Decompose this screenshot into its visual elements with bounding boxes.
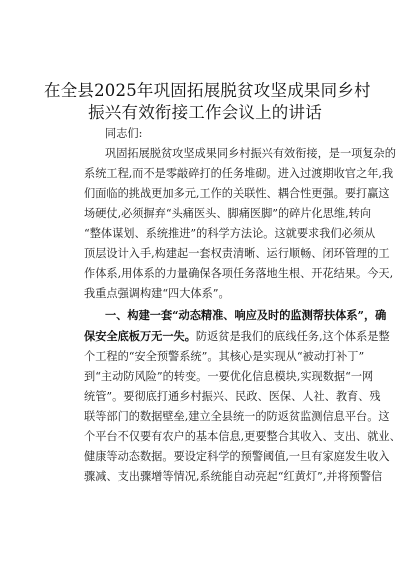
paragraph-line: 巩固拓展脱贫攻坚成果同乡村振兴有效衔接，是一项复杂的 [105,147,396,160]
document-title-line-1: 在全县2025年巩固拓展脱贫攻坚成果同乡村 [44,81,371,100]
paragraph-line: 骤减、支出骤增等情况,系统能自动亮起“红黄灯”,并将预警信 [84,470,383,483]
document-title-line-2: 振兴有效衔接工作会议上的讲话 [88,103,322,122]
paragraph-text: 防返贫是我们的底线任务,这个体系是整 [195,330,390,343]
paragraph-line: “整体谋划、系统推进”的科学方法论。这就要求我们必须从 [84,227,376,240]
paragraph-line: 统管”。要彻底打通乡村振兴、民政、医保、人社、教育、残 [84,390,381,403]
section-heading-tail: 保安全底板万无一失。 [84,329,196,343]
paragraph-line: 场硬仗,必须摒弃“头痛医头、脚痛医脚”的碎片化思维,转向 [84,207,372,220]
paragraph-line: 作体系,用体系的力量确保各项任务落地生根、开花结果。今天, [84,267,394,280]
paragraph-line: 到“主动防风险”的转变。一要优化信息模块,实现数据“一网 [84,370,374,383]
paragraph-line: 健康等动态数据。要设定科学的预警阈值,一旦有家庭发生收入 [84,450,390,463]
paragraph-line: 顶层设计入手,构建起一套权责清晰、运行顺畅、闭环管理的工 [84,247,390,260]
section-heading: 一、构建一套“动态精准、响应及时的监测帮扶体系”，确 [105,308,387,322]
paragraph-line: 我重点强调构建“四大体系”。 [84,287,230,300]
paragraph-line: 联等部门的数据壁垒,建立全县统一的防返贫监测信息平台。这 [84,410,390,423]
paragraph-line: 们面临的挑战更加多元,工作的关联性、耦合性更强。要打赢这 [84,187,390,200]
paragraph-line: 个工程的“安全预警系统”。其核心是实现从“被动打补丁” [84,350,365,363]
paragraph-line: 系统工程,而不是零敲碎打的任务堆砌。进入过渡期收官之年,我 [84,167,394,180]
paragraph-line: 个平台不仅要有农户的基本信息,更要整合其收入、支出、就业、 [84,430,401,443]
salutation: 同志们: [105,127,143,140]
section-heading-continued [84,328,390,345]
